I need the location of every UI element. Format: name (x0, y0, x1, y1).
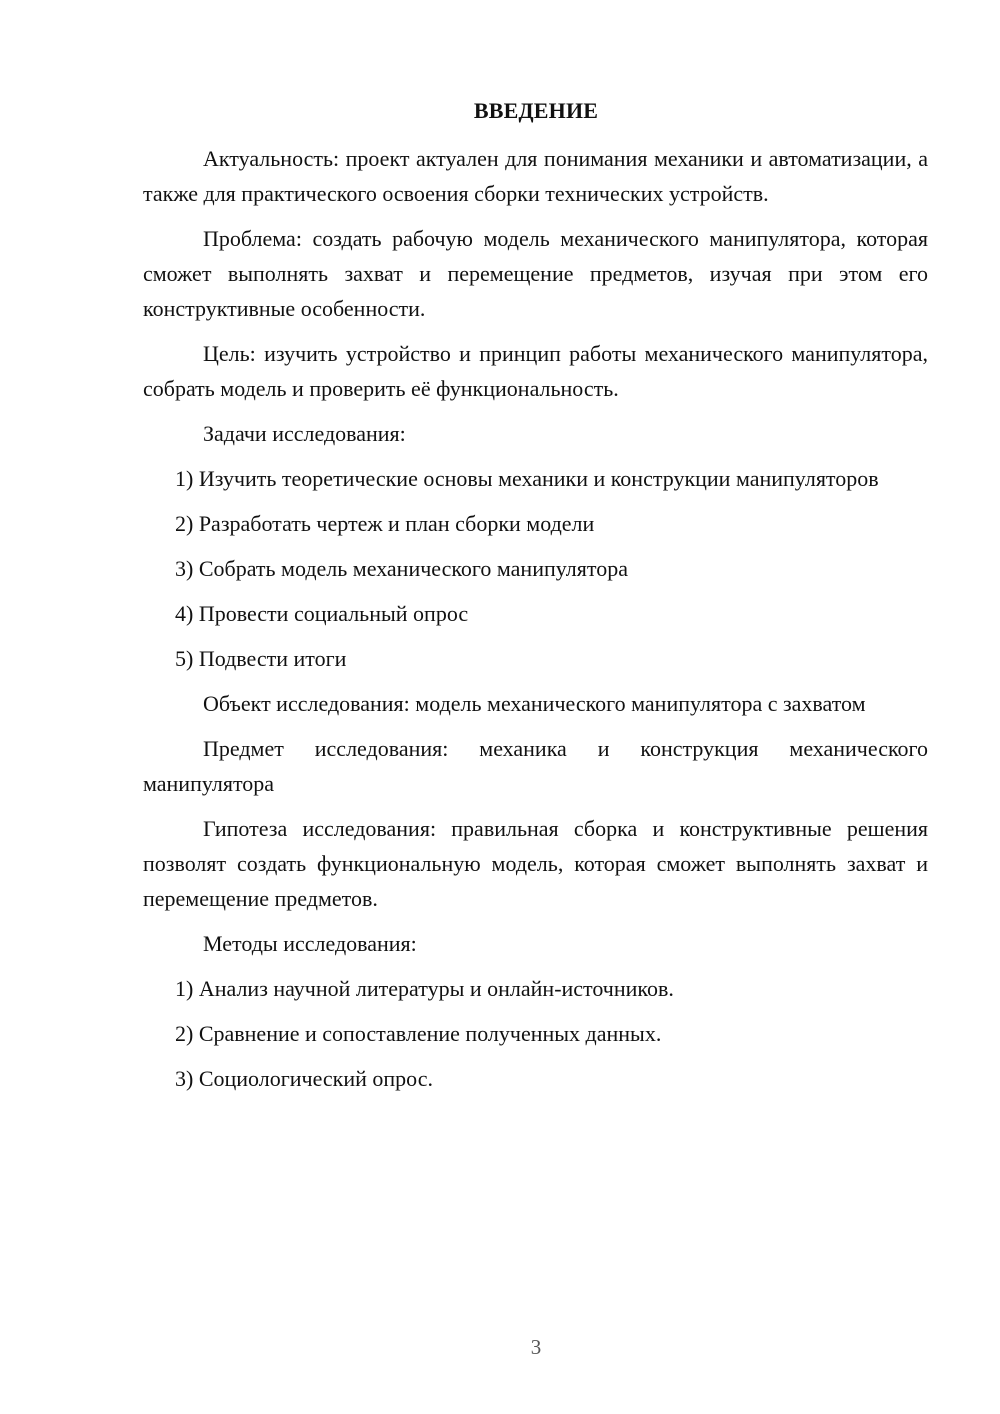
subject-paragraph: Предмет исследования: механика и конструкция механического манипулятора (143, 736, 928, 796)
problem-paragraph: Проблема: создать рабочую модель механического манипулятора, которая сможет выполнять захват и перемещение предметов, изучая при этом его конструктивные особенности. (143, 226, 928, 321)
method-item: 2) Сравнение и сопоставление полученных данных. (175, 1021, 662, 1046)
method-item: 3) Социологический опрос. (175, 1066, 433, 1091)
task-item: 2) Разработать чертеж и план сборки модели (175, 511, 595, 536)
tasks-heading: Задачи исследования: (203, 421, 406, 446)
task-item: 3) Собрать модель механического манипулятора (175, 556, 628, 581)
hypothesis-paragraph: Гипотеза исследования: правильная сборка и конструктивные решения позволят создать функциональную модель, которая сможет выполнять захват и перемещение предметов. (143, 816, 928, 911)
section-body (143, 141, 928, 1106)
section-title: ВВЕДЕНИЕ (473, 98, 599, 123)
goal-paragraph: Цель: изучить устройство и принцип работы механического манипулятора, собрать модель и проверить её функциональность. (143, 341, 928, 401)
task-item: 1) Изучить теоретические основы механики и конструкции манипуляторов (175, 466, 879, 491)
page-number: 3 (530, 1335, 542, 1359)
method-item: 1) Анализ научной литературы и онлайн-источников. (175, 976, 674, 1001)
object-paragraph: Объект исследования: модель механического манипулятора с захватом (203, 691, 866, 716)
task-item: 5) Подвести итоги (175, 646, 347, 671)
task-item: 4) Провести социальный опрос (175, 601, 469, 626)
relevance-paragraph: Актуальность: проект актуален для понимания механики и автоматизации, а также для практического освоения сборки технических устройств. (143, 146, 928, 206)
methods-heading: Методы исследования: (203, 931, 417, 956)
